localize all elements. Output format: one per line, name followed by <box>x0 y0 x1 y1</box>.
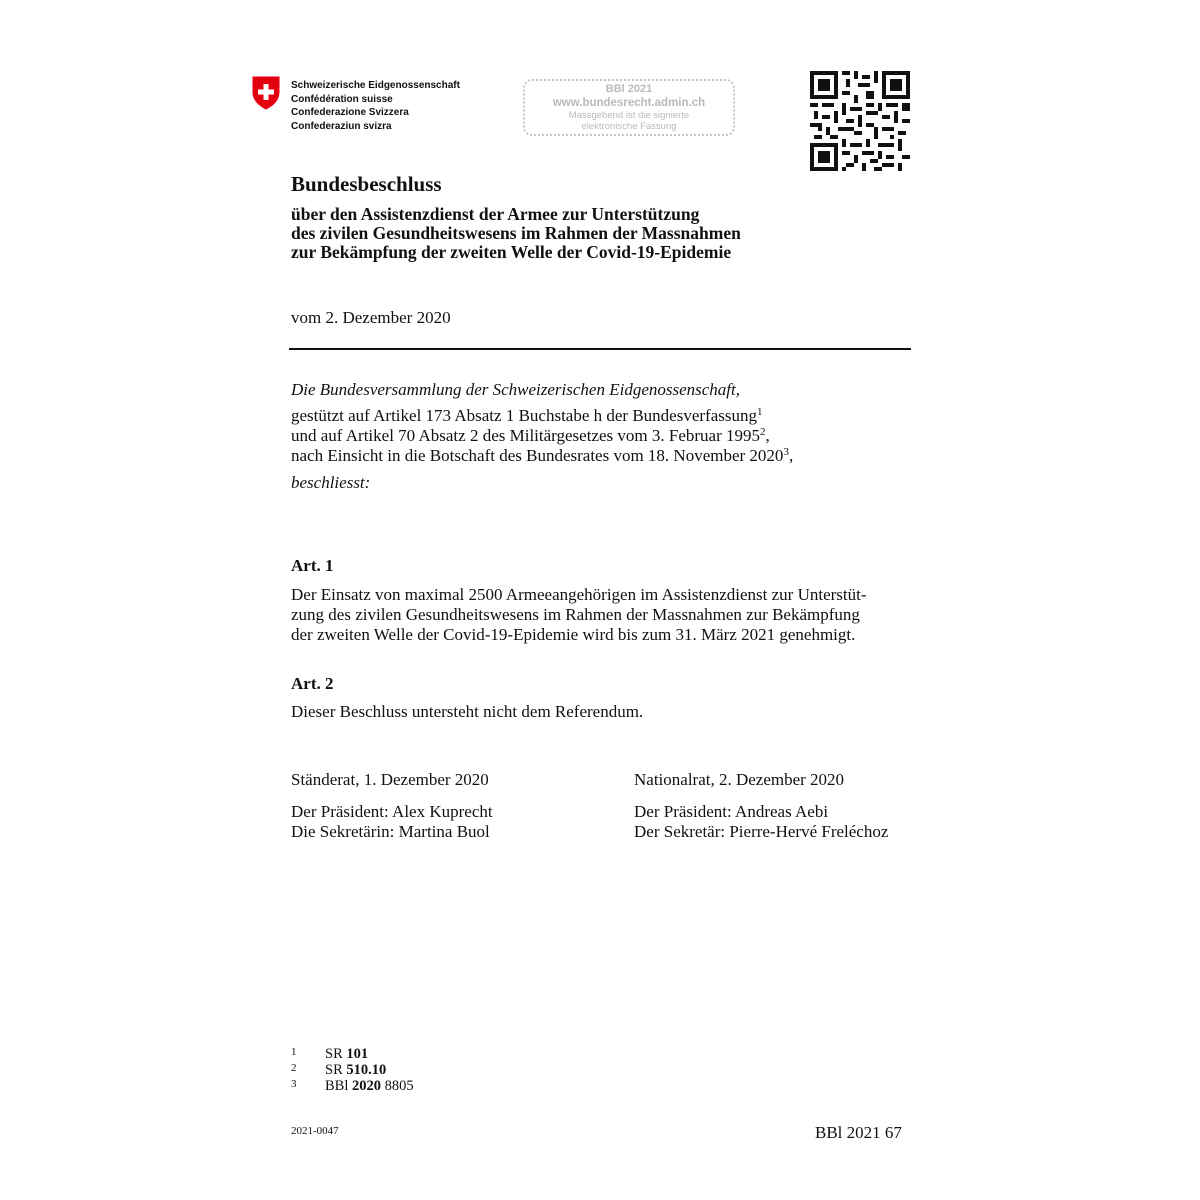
stamp-note-1: Massgebend ist die signierte <box>568 110 690 121</box>
article-2-text: Dieser Beschluss untersteht nicht dem Referendum. <box>291 702 644 721</box>
subtitle-line: über den Assistenzdienst der Armee zur Unterstützung <box>291 204 700 224</box>
subtitle-line: zur Bekämpfung der zweiten Welle der Covid-19-Epidemie <box>291 242 732 262</box>
footnote-number: 3 <box>291 1078 297 1090</box>
document-date: vom 2. Dezember 2020 <box>291 308 451 327</box>
preamble-line-2 <box>291 426 793 446</box>
footnote-prefix: BBl <box>325 1078 352 1094</box>
qr-code <box>810 71 910 171</box>
page-reference: BBl 2021 67 <box>815 1123 902 1142</box>
footnotes <box>291 1046 414 1094</box>
confederation-name-rm: Confederaziun svizra <box>291 120 392 132</box>
preamble-intro: Die Bundesversammlung der Schweizerischen Eidgenossenschaft, <box>291 380 740 399</box>
preamble-line-3 <box>291 446 793 466</box>
president-name: Der Präsident: Andreas Aebi <box>634 802 829 821</box>
footnote-number: 1 <box>291 1046 297 1058</box>
footnote-suffix: 8805 <box>381 1078 414 1094</box>
preamble-text: nach Einsicht in die Botschaft des Bundesrates vom 18. November 2020 <box>291 446 784 465</box>
subtitle-line: des zivilen Gesundheitswesens im Rahmen der Massnahmen <box>291 223 741 243</box>
article-1-text <box>291 585 867 645</box>
publication-stamp <box>523 79 735 136</box>
stamp-bbl: BBl 2021 <box>605 83 653 95</box>
footnote-prefix: SR <box>325 1062 347 1078</box>
document-number: 2021-0047 <box>291 1125 339 1137</box>
swiss-coat-of-arms-logo <box>252 76 280 110</box>
article-1-heading: Art. 1 <box>291 556 334 575</box>
confederation-name-fr: Confédération suisse <box>291 93 393 105</box>
stamp-note-2: elektronische Fassung <box>581 121 677 132</box>
footnote-number-bold: 2020 <box>352 1078 381 1094</box>
footnote-prefix: SR <box>325 1046 347 1062</box>
article-line: Der Einsatz von maximal 2500 Armeeangehörigen im Assistenzdienst zur Unterstüt- <box>291 585 867 604</box>
secretary-name: Der Sekretär: Pierre-Hervé Freléchoz <box>634 822 889 841</box>
footnote-number-bold: 101 <box>346 1046 369 1062</box>
secretary-name: Die Sekretärin: Martina Buol <box>291 822 490 841</box>
document-title: Bundesbeschluss <box>291 172 442 196</box>
preamble-punct: , <box>788 446 794 465</box>
council-of-states-signatories <box>291 802 493 842</box>
preamble-punct: , <box>765 426 770 445</box>
national-council-signatories <box>634 802 888 842</box>
document-subtitle <box>291 205 741 262</box>
footnote-item <box>291 1062 414 1078</box>
article-2-heading: Art. 2 <box>291 674 334 693</box>
footnote-number-bold: 510.10 <box>346 1062 387 1078</box>
confederation-names <box>291 79 460 133</box>
footnote-number: 2 <box>291 1062 297 1074</box>
footnote-item <box>291 1046 414 1062</box>
preamble-decides: beschliesst: <box>291 473 371 492</box>
footnote-ref[interactable]: 3 <box>783 446 789 458</box>
footnote-ref[interactable]: 1 <box>756 406 763 418</box>
national-council-date: Nationalrat, 2. Dezember 2020 <box>634 770 845 789</box>
council-of-states-date: Ständerat, 1. Dezember 2020 <box>291 770 489 789</box>
preamble-basis <box>291 406 793 466</box>
preamble-text: und auf Artikel 70 Absatz 2 des Militärgesetzes vom 3. Februar 1995 <box>291 426 760 445</box>
article-line: der zweiten Welle der Covid-19-Epidemie wird bis zum 31. März 2021 genehmigt. <box>291 625 856 644</box>
footnote-ref[interactable]: 2 <box>760 426 766 438</box>
confederation-name-de: Schweizerische Eidgenossenschaft <box>291 80 460 91</box>
article-line: zung des zivilen Gesundheitswesens im Rahmen der Massnahmen zur Bekämpfung <box>291 605 860 624</box>
footnote-item <box>291 1078 414 1094</box>
preamble-text: gestützt auf Artikel 173 Absatz 1 Buchstabe h der Bundesverfassung <box>291 406 757 425</box>
preamble-line-1 <box>291 406 793 426</box>
title-divider <box>289 348 911 350</box>
confederation-name-it: Confederazione Svizzera <box>291 107 409 118</box>
stamp-url: www.bundesrecht.admin.ch <box>552 97 706 109</box>
president-name: Der Präsident: Alex Kuprecht <box>291 802 493 821</box>
